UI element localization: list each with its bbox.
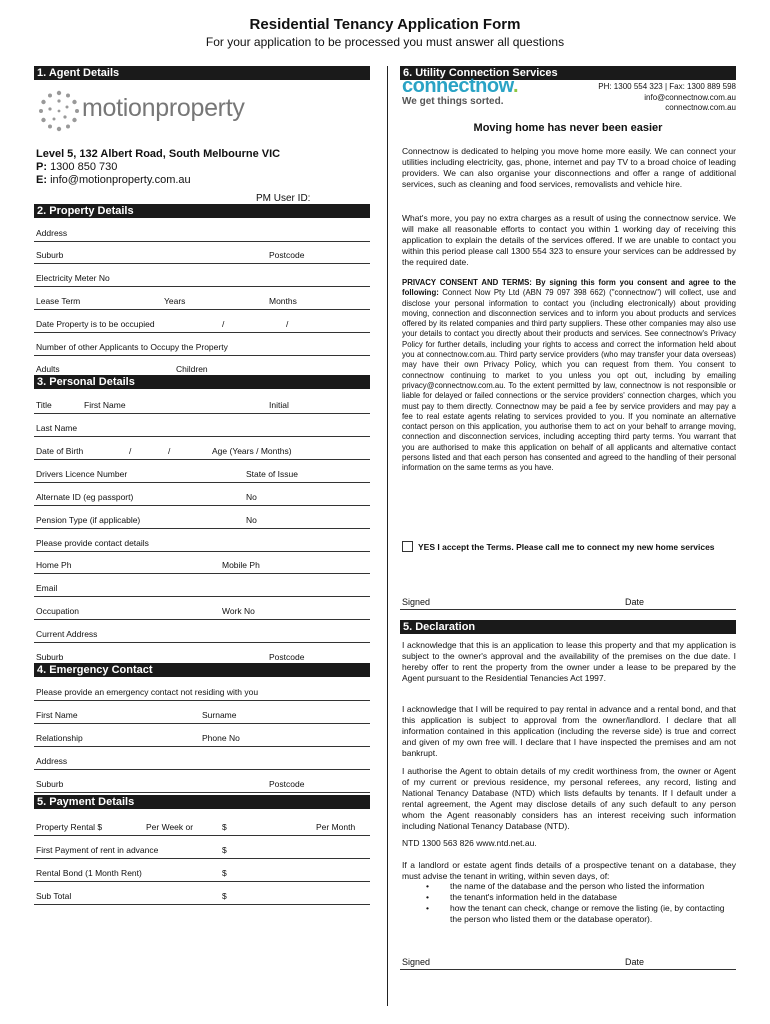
date-slash: / <box>129 446 132 456</box>
dollar-sign: $ <box>222 845 227 855</box>
pension-field[interactable] <box>34 507 370 529</box>
emergency-suburb-field[interactable] <box>34 771 370 793</box>
field-label: Suburb <box>36 250 64 260</box>
list-item: • the name of the database and the person who listed the information <box>402 881 736 892</box>
dob-field[interactable] <box>34 438 370 460</box>
property-address-field[interactable] <box>34 220 370 242</box>
agent-email: info@motionproperty.com.au <box>50 174 191 186</box>
column-divider <box>387 66 388 1006</box>
accept-terms-checkbox[interactable] <box>402 541 413 552</box>
field-label: Property Rental $ <box>36 822 103 832</box>
field-label: Work No <box>222 606 255 616</box>
field-label: Date Property is to be occupied <box>36 319 155 329</box>
list-item: • how the tenant can check, change or remove the listing (ie, by contacting the person who listed them or the database operator). <box>402 903 736 925</box>
phone-label: P: <box>36 161 47 173</box>
dollar-sign: $ <box>222 868 227 878</box>
alternate-id-field[interactable] <box>34 484 370 506</box>
form-title: Residential Tenancy Application Form <box>249 16 521 33</box>
phone-field[interactable] <box>34 552 370 574</box>
connectnow-contact <box>598 82 736 114</box>
declaration-paragraph-2: I acknowledge that I will be required to pay rental in advance and a rental bond, and that this application is subject to approval from the owner/landlord. I declare that all information contained in this application (including the reverse side) is true and correct and given of my own free will. I declare that I have inspected the premises and am not bankrupt. <box>402 704 736 758</box>
field-label: Please provide contact details <box>36 538 149 548</box>
field-label: First Payment of rent in advance <box>36 845 159 855</box>
motionproperty-logo <box>38 90 268 130</box>
signed-label: Signed <box>402 957 431 967</box>
field-label: Rental Bond (1 Month Rent) <box>36 868 142 878</box>
declaration-signature-line[interactable] <box>400 952 736 970</box>
field-label: Surname <box>202 710 237 720</box>
dots-logo-icon <box>38 90 80 132</box>
signed-label: Signed <box>402 597 431 607</box>
field-label: Initial <box>269 400 289 410</box>
brand-tagline: We get things sorted. <box>402 96 504 107</box>
field-label: Email <box>36 583 58 593</box>
field-label: Years <box>164 296 186 306</box>
emergency-contact-heading: 4. Emergency Contact <box>34 663 370 677</box>
licence-field[interactable] <box>34 461 370 483</box>
field-label: First Name <box>84 400 126 410</box>
field-label: Per Week or <box>146 822 194 832</box>
list-item: • the tenant's information held in the database <box>402 892 736 903</box>
declaration-paragraph-3: I authorise the Agent to obtain details of my credit worthiness from, the owner or Agent of my current or previous residence, my personal referees, any record, listing and National Tenancy Database (NTD) which lists defaults by tenants. If I default under a rental agreement, the Agent may disclose details of any such default to any person whom the Agent reasonably considers has an interest receiving such information including National Tenancy Database (NTD). <box>402 766 736 831</box>
sub-total-field[interactable] <box>34 883 370 905</box>
field-label: Sub Total <box>36 891 72 901</box>
field-label: Mobile Ph <box>222 560 260 570</box>
emergency-address-field[interactable] <box>34 748 370 770</box>
field-label: Electricity Meter No <box>36 273 110 283</box>
field-label: Lease Term <box>36 296 81 306</box>
dollar-sign: $ <box>222 822 227 832</box>
property-details-heading: 2. Property Details <box>34 204 370 218</box>
field-label: Pension Type (if applicable) <box>36 515 141 525</box>
moving-heading: Moving home has never been easier <box>473 122 663 134</box>
privacy-body: Connect Now Pty Ltd (ABN 79 097 398 662) ("connectnow") will collect, use and disclose your personal information to contact you (including electronically) about providing moving, connection and disconnection services and to inform you about products and services offered by its related companies and third party suppliers. These other companies may also use your details to contact you directly about their products and services. See connectnow's Privacy Policy for further details, including your rights to access and correct the information held about you at connectnow.com.au. Third party service providers (who may transfer your data overseas) may have their own Privacy Policy, which you can request from them. You consent to connectnow continuing to market to you unless you opt out, including by emailing privacy@connectnow.com.au. To the extent permitted by law, connectnow is not responsible or liable for delayed or failed connections or the service providers' connection charges, which you must pay to them directly. Connectnow may be paid a fee by service providers and may pay a fee to real estate agents relating to services provided to you. If you nominate an alternative contact person on this application, you authorise them to act on your behalf to arrange moving, connection and disconnection services, including accepting third party terms. You warrant that you are authorised to make this application on behalf of all applicants and alternative contact persons listed and that each person has consented and agreed to the handling of their personal information on the same terms as you have. <box>402 288 736 473</box>
rental-bond-field[interactable] <box>34 860 370 882</box>
first-payment-field[interactable] <box>34 837 370 859</box>
declaration-bullets <box>402 881 736 925</box>
contact-details-note <box>34 530 370 552</box>
pm-user-id-label: PM User ID: <box>256 193 311 204</box>
electricity-meter-field[interactable] <box>34 265 370 287</box>
declaration-heading: 5. Declaration <box>400 620 736 634</box>
field-label: No <box>246 492 257 502</box>
payment-details-heading: 5. Payment Details <box>34 795 370 809</box>
field-label: Title <box>36 400 52 410</box>
other-applicants-field[interactable] <box>34 334 370 356</box>
date-label: Date <box>625 597 645 607</box>
field-label: Suburb <box>36 779 64 789</box>
agent-details-heading: 1. Agent Details <box>34 66 370 80</box>
emergency-note <box>34 679 370 701</box>
field-label: Address <box>36 756 68 766</box>
last-name-field[interactable] <box>34 415 370 437</box>
declaration-paragraph-1: I acknowledge that this is an application to lease this property and that my application is subject to the owner's approval and the availability of the premises on the due date. I hereby offer to rent the property from the owner under a lease to be prepared by the Agent pursuant to the Residential Tenancies Act 1997. <box>402 640 736 683</box>
field-label: Date of Birth <box>36 446 84 456</box>
utility-paragraph-1: Connectnow is dedicated to helping you move home more easily. We can connect your utilities including electricity, gas, phone, internet and pay TV to a broad choice of leading providers. We can also organise your disconnections and offer a range of additional services, such as cleaning and food services, removalists and vehicle hire. <box>402 146 736 189</box>
brand-dot: . <box>512 75 518 97</box>
agent-phone: 1300 850 730 <box>50 161 118 173</box>
name-field[interactable] <box>34 392 370 414</box>
field-label: Drivers Licence Number <box>36 469 128 479</box>
field-label: Suburb <box>36 652 64 662</box>
declaration-paragraph-4: If a landlord or estate agent finds details of a prospective tenant on a database, they must advise the tenant in writing, within seven days, of: <box>402 860 736 881</box>
utility-paragraph-2: What's more, you pay no extra charges as a result of using the connectnow service. We will make all reasonable efforts to contact you within 1 working day of receiving this application to explain the details of the services offered. If we are unable to contact you within this period please call 1300 554 323 to ensure your services can be addressed by the required date. <box>402 213 736 267</box>
email-label: E: <box>36 174 47 186</box>
agent-address: Level 5, 132 Albert Road, South Melbourne VIC <box>36 148 281 160</box>
dollar-sign: $ <box>222 891 227 901</box>
field-label: Please provide an emergency contact not residing with you <box>36 687 259 697</box>
date-slash: / <box>222 319 225 329</box>
field-label: Adults <box>36 364 60 374</box>
field-label: State of Issue <box>246 469 298 479</box>
emergency-name-field[interactable] <box>34 702 370 724</box>
occupation-field[interactable] <box>34 598 370 620</box>
field-label: Phone No <box>202 733 240 743</box>
contact-phone: PH: 1300 554 323 | Fax: 1300 889 598 <box>598 82 736 91</box>
brand-name: connectnow <box>402 75 513 97</box>
field-label: Relationship <box>36 733 83 743</box>
date-slash: / <box>168 446 171 456</box>
field-label: Postcode <box>269 250 305 260</box>
field-label: Alternate ID (eg passport) <box>36 492 134 502</box>
agent-address-block <box>36 148 280 187</box>
field-label: Postcode <box>269 779 305 789</box>
logo-text: motionproperty <box>82 94 245 122</box>
contact-email: info@connectnow.com.au <box>644 92 736 102</box>
connectnow-logo <box>402 76 518 107</box>
email-field[interactable] <box>34 575 370 597</box>
contact-website: connectnow.com.au <box>665 103 736 112</box>
field-label: Months <box>269 296 297 306</box>
utility-signature-line[interactable] <box>400 592 736 610</box>
field-label: Per Month <box>316 822 356 832</box>
privacy-heading: PRIVACY CONSENT AND TERMS: By signing this form you consent and agree to the following: <box>402 278 736 298</box>
property-rental-field[interactable] <box>34 814 370 836</box>
field-label: Home Ph <box>36 560 72 570</box>
ntd-contact: NTD 1300 563 826 www.ntd.net.au. <box>402 838 537 848</box>
field-label: Postcode <box>269 652 305 662</box>
field-label: Occupation <box>36 606 79 616</box>
date-label: Date <box>625 957 645 967</box>
field-label: First Name <box>36 710 78 720</box>
lease-term-field[interactable] <box>34 288 370 310</box>
field-label: Address <box>36 228 68 238</box>
property-suburb-field[interactable] <box>34 242 370 264</box>
current-address-field[interactable] <box>34 621 370 643</box>
privacy-terms <box>402 278 736 474</box>
personal-details-heading: 3. Personal Details <box>34 375 370 389</box>
field-label: Current Address <box>36 629 98 639</box>
date-occupied-field[interactable] <box>34 311 370 333</box>
field-label: Number of other Applicants to Occupy the Property <box>36 342 228 352</box>
date-slash: / <box>286 319 289 329</box>
field-label: Children <box>176 364 208 374</box>
field-label: Age (Years / Months) <box>212 446 292 456</box>
emergency-relationship-field[interactable] <box>34 725 370 747</box>
form-subtitle: For your application to be processed you must answer all questions <box>205 35 565 49</box>
utility-heading: 6. Utility Connection Services <box>400 66 736 80</box>
field-label: Last Name <box>36 423 78 433</box>
accept-terms <box>402 541 732 553</box>
accept-terms-label: YES I accept the Terms. Please call me to connect my new home services <box>418 542 715 552</box>
field-label: No <box>246 515 257 525</box>
